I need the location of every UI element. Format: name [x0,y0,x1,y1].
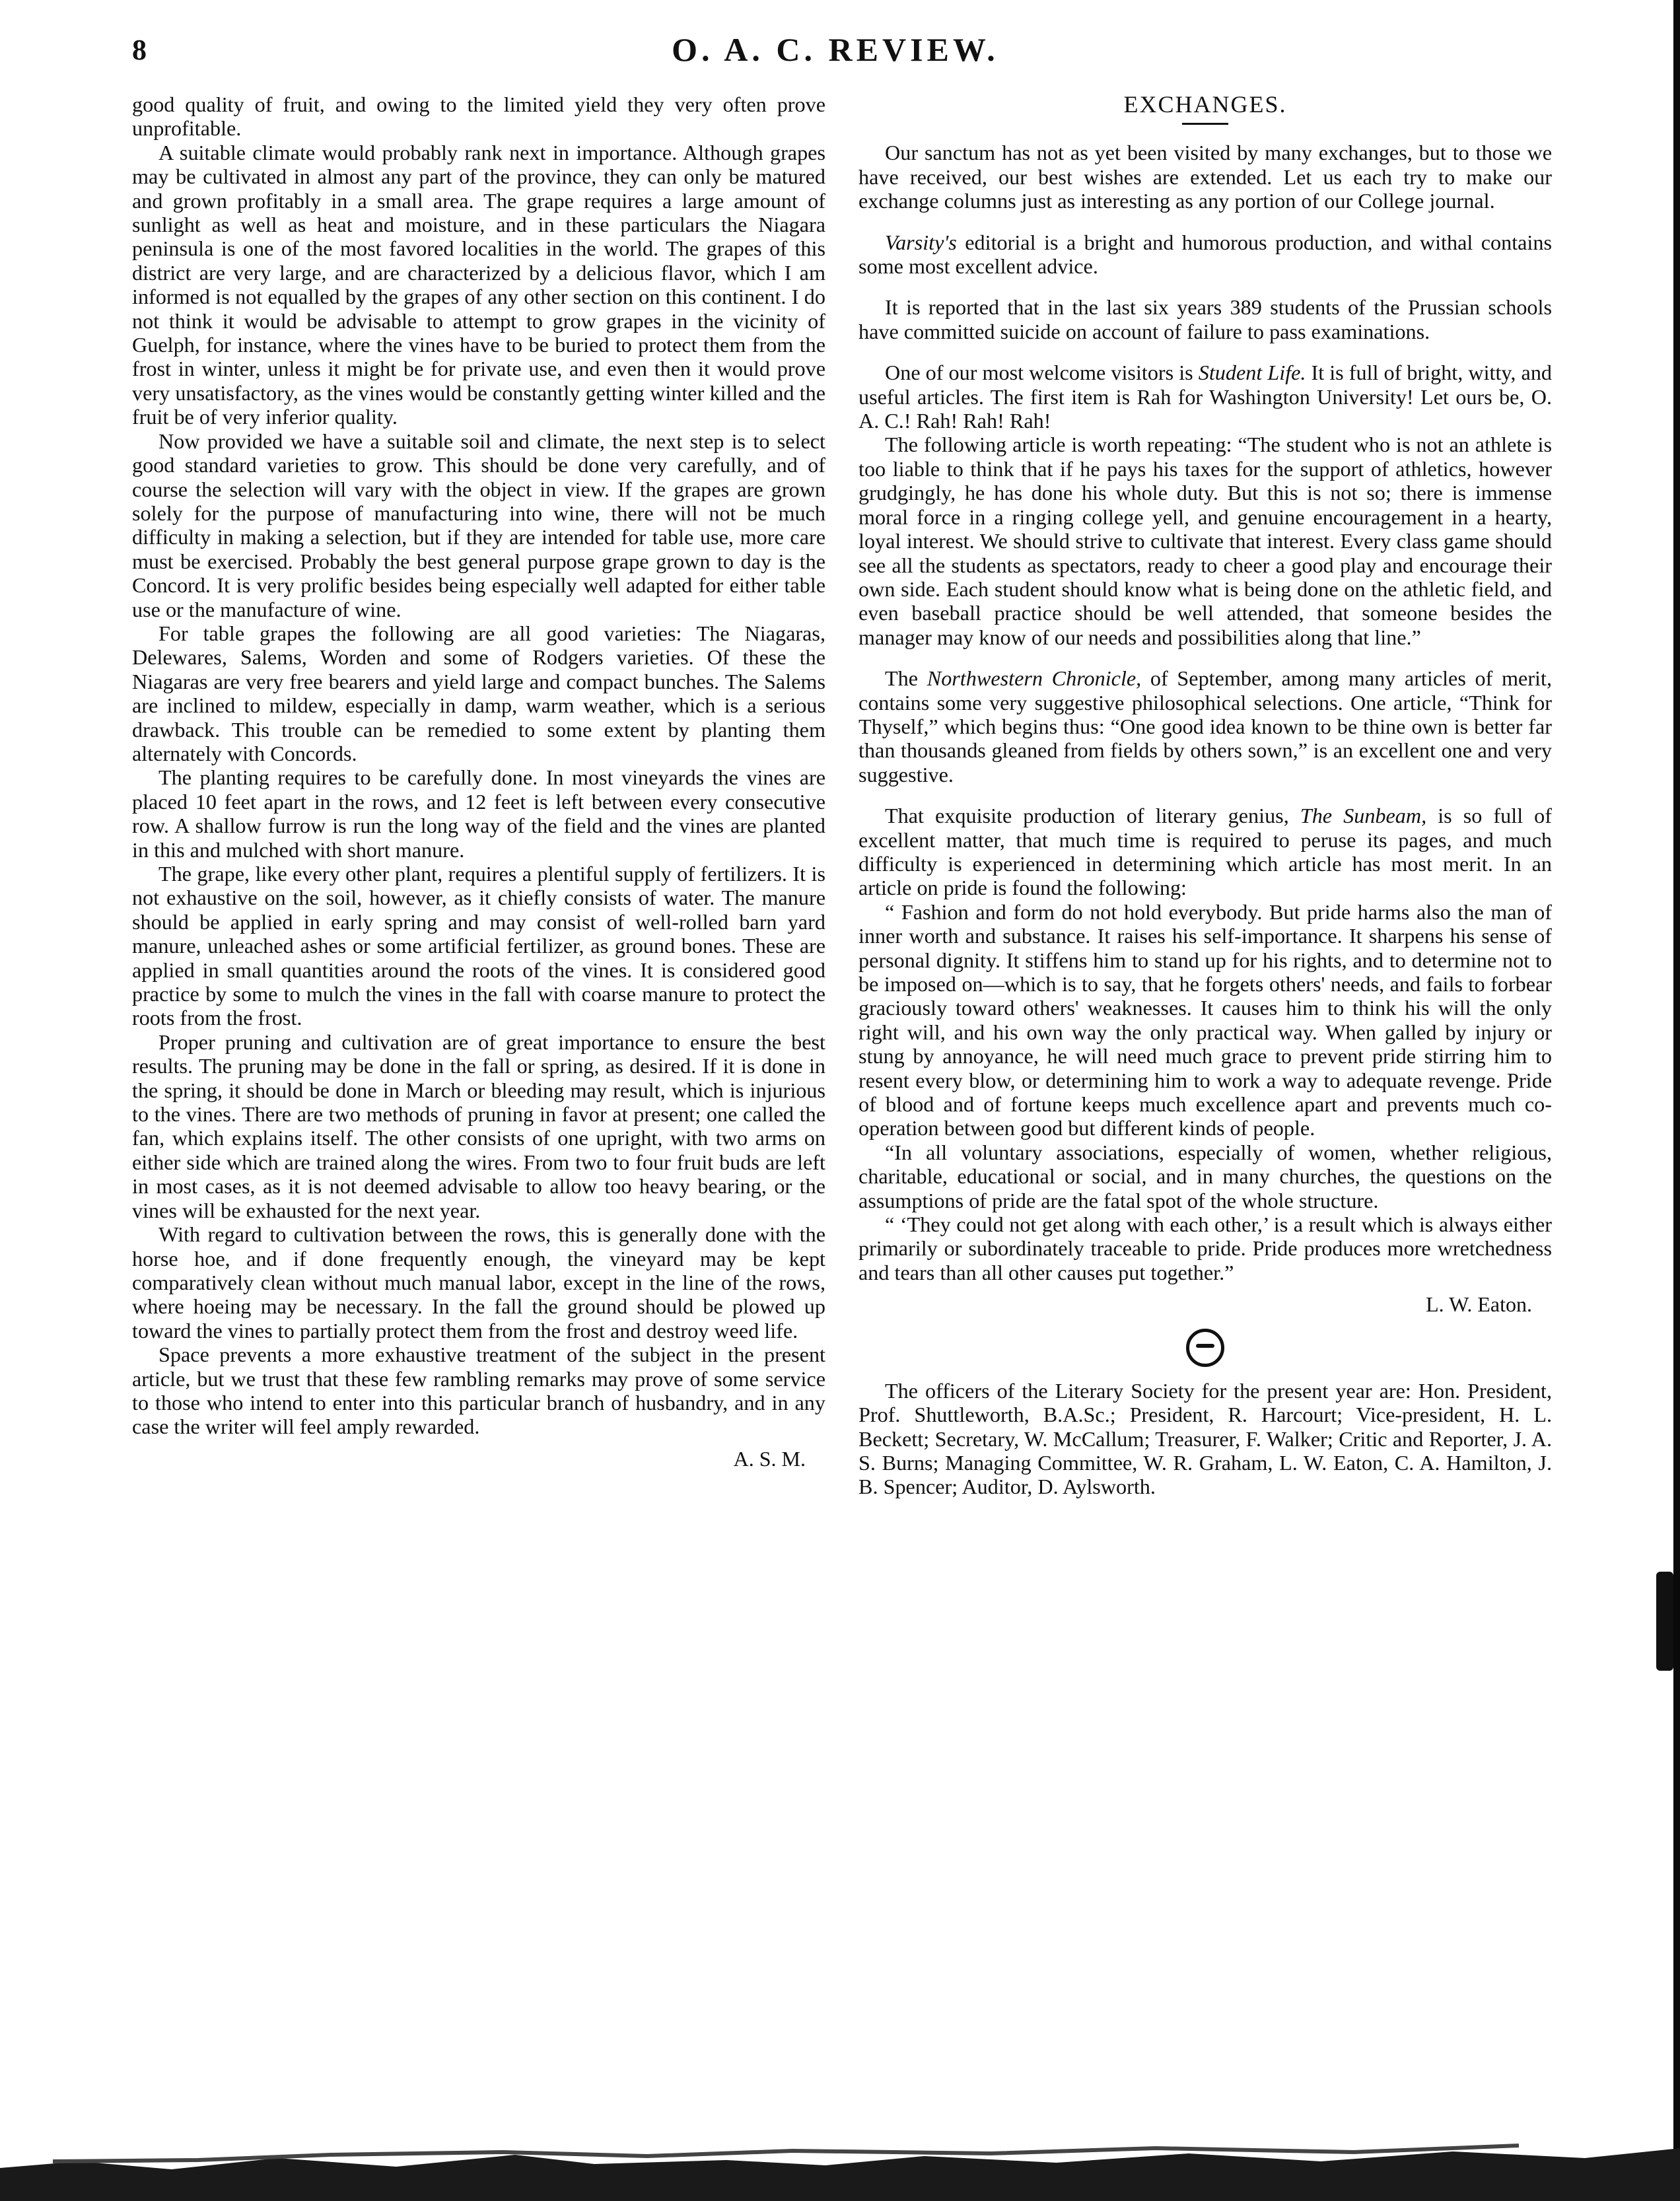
northwestern-text-b: of September, among many articles of merit, contains some very suggestive philosophical selections. One article, “Think for Thyself,” which begins thus: “One good idea known to be thine own is better far than thousands gleaned from fields by others sown,” is an excellent one and very suggestive. [858,666,1552,786]
sunbeam-text-a: That exquisite production of literary genius, [885,804,1300,828]
running-title: O. A. C. REVIEW. [672,31,999,68]
sunbeam-paragraph [858,804,1552,900]
prussian-paragraph: It is reported that in the last six years 389 students of the Prussian schools have committed suicide on account of failure to pass examinations. [858,295,1552,343]
athlete-quote-paragraph: The following article is worth repeating: “The student who is not an athlete is too liable to think that if he pays his taxes for the support of athletics, however grudgingly, he has done his whole duty. But this is not so; there is immense moral force in a ringing college yell, and genuine encouragement in a hearty, loyal interest. We should strive to cultivate that interest. Every class game should see all the students as spectators, ready to cheer a good play and encourage their own side. Each student should know what is being done on the athletic field, and even baseball practice should be well attended, that someone besides the manager may know of our needs and possibilities along that line.” [858,433,1552,649]
northwestern-name: Northwestern Chronicle, [927,666,1142,691]
officers-paragraph: The officers of the Literary Society for the present year are: Hon. President, Prof. Shuttleworth, B.A.Sc.; President, R. Harcourt; Vice-president, H. L. Beckett; Secretary, W. McCallum; Treasurer, F. Walker; Critic and Reporter, J. A. S. Burns; Managing Committee, W. R. Graham, L. W. Eaton, C. A. Hamilton, J. B. Spencer; Auditor, D. Aylsworth. [858,1378,1552,1499]
page-header [132,26,1539,79]
varsity-name: Varsity's [885,230,957,254]
exchanges-signature: L. W. Eaton. [1426,1292,1532,1317]
article-paragraph: The grape, like every other plant, requires a plentiful supply of fertilizers. It is not exhaustive on the soil, however, as it chiefly consists of water. The manure should be applied in early spring and may consist of well-rolled barn yard manure, unleached ashes or some artificial fertilizer, as ground bones. These are applied in small quantities around the roots of the vines. It is considered good practice by some to mulch the vines in the fall with coarse manure to protect the roots from the frost. [132,862,825,1030]
article-paragraph: Now provided we have a suitable soil and climate, the next step is to select good standard varieties to grow. This should be done very carefully, and of course the selection will vary with the object in view. If the grapes are grown solely for the purpose of manufacturing into wine, there will not be much difficulty in making a selection, but if they are intended for table use, more care must be exercised. Probably the best general purpose grape grown to day is the Concord. It is very prolific besides being especially well adapted for either table use or the manufacture of wine. [132,429,825,621]
pride-quote-3: “ ‘They could not get along with each other,’ is a result which is always either primarily or subordinately traceable to pride. Pride produces more wretchedness and tears than all other causes put together.” [858,1212,1552,1284]
article-paragraph: A suitable climate would probably rank next in importance. Although grapes may be cultivated in almost any part of the province, they can only be matured and grown profitably in a small area. The grape requires a large amount of sunlight as well as heat and moisture, and in these particulars the Niagara peninsula is one of the most favored localities in the world. The grapes of this district are very large, and are characterized by a delicious flavor, which I am informed is not equalled by the grapes of any other section on this continent. I do not think it would be advisable to attempt to grow grapes in the vicinity of Guelph, for instance, where the vines have to be buried to protect them from the frost in winter, unless it might be for private use, and even then it would prove very unsatisfactory, as the vines would be constantly getting winter killed and the fruit be of very inferior quality. [132,140,825,429]
exchanges-intro: Our sanctum has not as yet been visited by many exchanges, but to those we have received, our best wishes are extended. Let us each try to make our exchange columns just as interesting as any portion of our College journal. [858,141,1552,213]
article-signature: A. S. M. [733,1446,806,1471]
student-life-name: Student Life. [1198,361,1306,385]
sunbeam-name: The Sunbeam, [1300,804,1427,828]
northwestern-text-a: The [885,666,927,691]
article-paragraph: good quality of fruit, and owing to the limited yield they very often prove unprofitable. [132,92,825,141]
varsity-text: editorial is a bright and humorous production, and withal contains some most excellent advice. [858,230,1552,279]
varsity-paragraph [858,230,1552,279]
pride-quote-1: “ Fashion and form do not hold everybody. But pride harms also the man of inner worth and substance. It raises his self-importance. It sharpens his sense of personal dignity. It stiffens him to stand up for his rights, and to determine not to be imposed on—which is to say, that he forgets others' needs, and fails to forbear graciously toward others' weaknesses. It causes him to think his will the only right will, and his own way the only practical way. When galled by injury or stung by annoyance, he will need much grace to prevent pride stirring him to resent every blow, or determining him to work a way to adequate revenge. Pride of blood and of fortune keeps much excellence apart and prevents much co-operation between good but different kinds of people. [858,899,1552,1140]
ornament-icon [1186,1329,1224,1367]
page-edge-shadow [1673,0,1680,2201]
exchanges-heading: EXCHANGES. [1123,91,1287,118]
northwestern-paragraph [858,666,1552,786]
student-life-paragraph [858,361,1552,433]
heading-rule [1182,123,1228,125]
article-paragraph: Space prevents a more exhaustive treatment of the subject in the present article, but we trust that these few rambling remarks may prove of some service to those who intend to enter into this particular branch of husbandry, and in any case the writer will feel amply rewarded. [132,1343,825,1439]
article-paragraph: Proper pruning and cultivation are of great importance to ensure the best results. The pruning may be done in the fall or spring, as desired. If it is done in the spring, it should be done in March or bleeding may result, which is injurious to the vines. There are two methods of pruning in favor at present; one called the fan, which explains itself. The other consists of one upright, with two arms on either side which are trained along the wires. From two to four fruit buds are left in most cases, as it is not deemed advisable to allow too heavy bearing, or the vines will be exhausted for the next year. [132,1030,825,1222]
page-number: 8 [132,34,147,66]
article-paragraph: The planting requires to be carefully done. In most vineyards the vines are placed 10 feet apart in the rows, and 12 feet is left between every consecutive row. A shallow furrow is run the long way of the field and the vines are planted in this and mulched with short manure. [132,765,825,862]
article-paragraph: With regard to cultivation between the rows, this is generally done with the horse hoe, and if done frequently enough, the vineyard may be kept comparatively clean without much manual labor, except in the line of the rows, where hoeing may be necessary. In the fall the ground should be plowed up toward the vines to partially protect them from the frost and destroy weed life. [132,1222,825,1343]
pride-quote-2: “In all voluntary associations, especially of women, whether religious, charitable, educational or social, and in many churches, the questions on the assumptions of pride are the fatal spot of the whole structure. [858,1140,1552,1212]
student-life-text-b: It is full of bright, witty, and useful articles. The first item is Rah for Washington University! Let ours be, O. A. C.! Rah! Rah! Rah! [858,361,1553,433]
edge-blot [1656,1572,1673,1671]
article-paragraph: For table grapes the following are all good varieties: The Niagaras, Delewares, Salems, Worden and some of Rodgers varieties. Of these the Niagaras are very free bearers and yield large and compact bunches. The Salems are inclined to mildew, especially in damp, warm weather, which is a serious drawback. This trouble can be remedied to some extent by planting them alternately with Concords. [132,621,825,765]
left-column [132,92,825,1471]
scan-bottom-edge [0,2122,1680,2201]
student-life-text-a: One of our most welcome visitors is [885,361,1199,385]
torn-edge-graphic [0,2122,1680,2201]
sunbeam-text-b: is so full of excellent matter, that much time is required to peruse its pages, and much difficulty is experienced in determining which article has most merit. In an article on pride is found the following: [858,804,1552,900]
right-column [858,92,1552,1499]
